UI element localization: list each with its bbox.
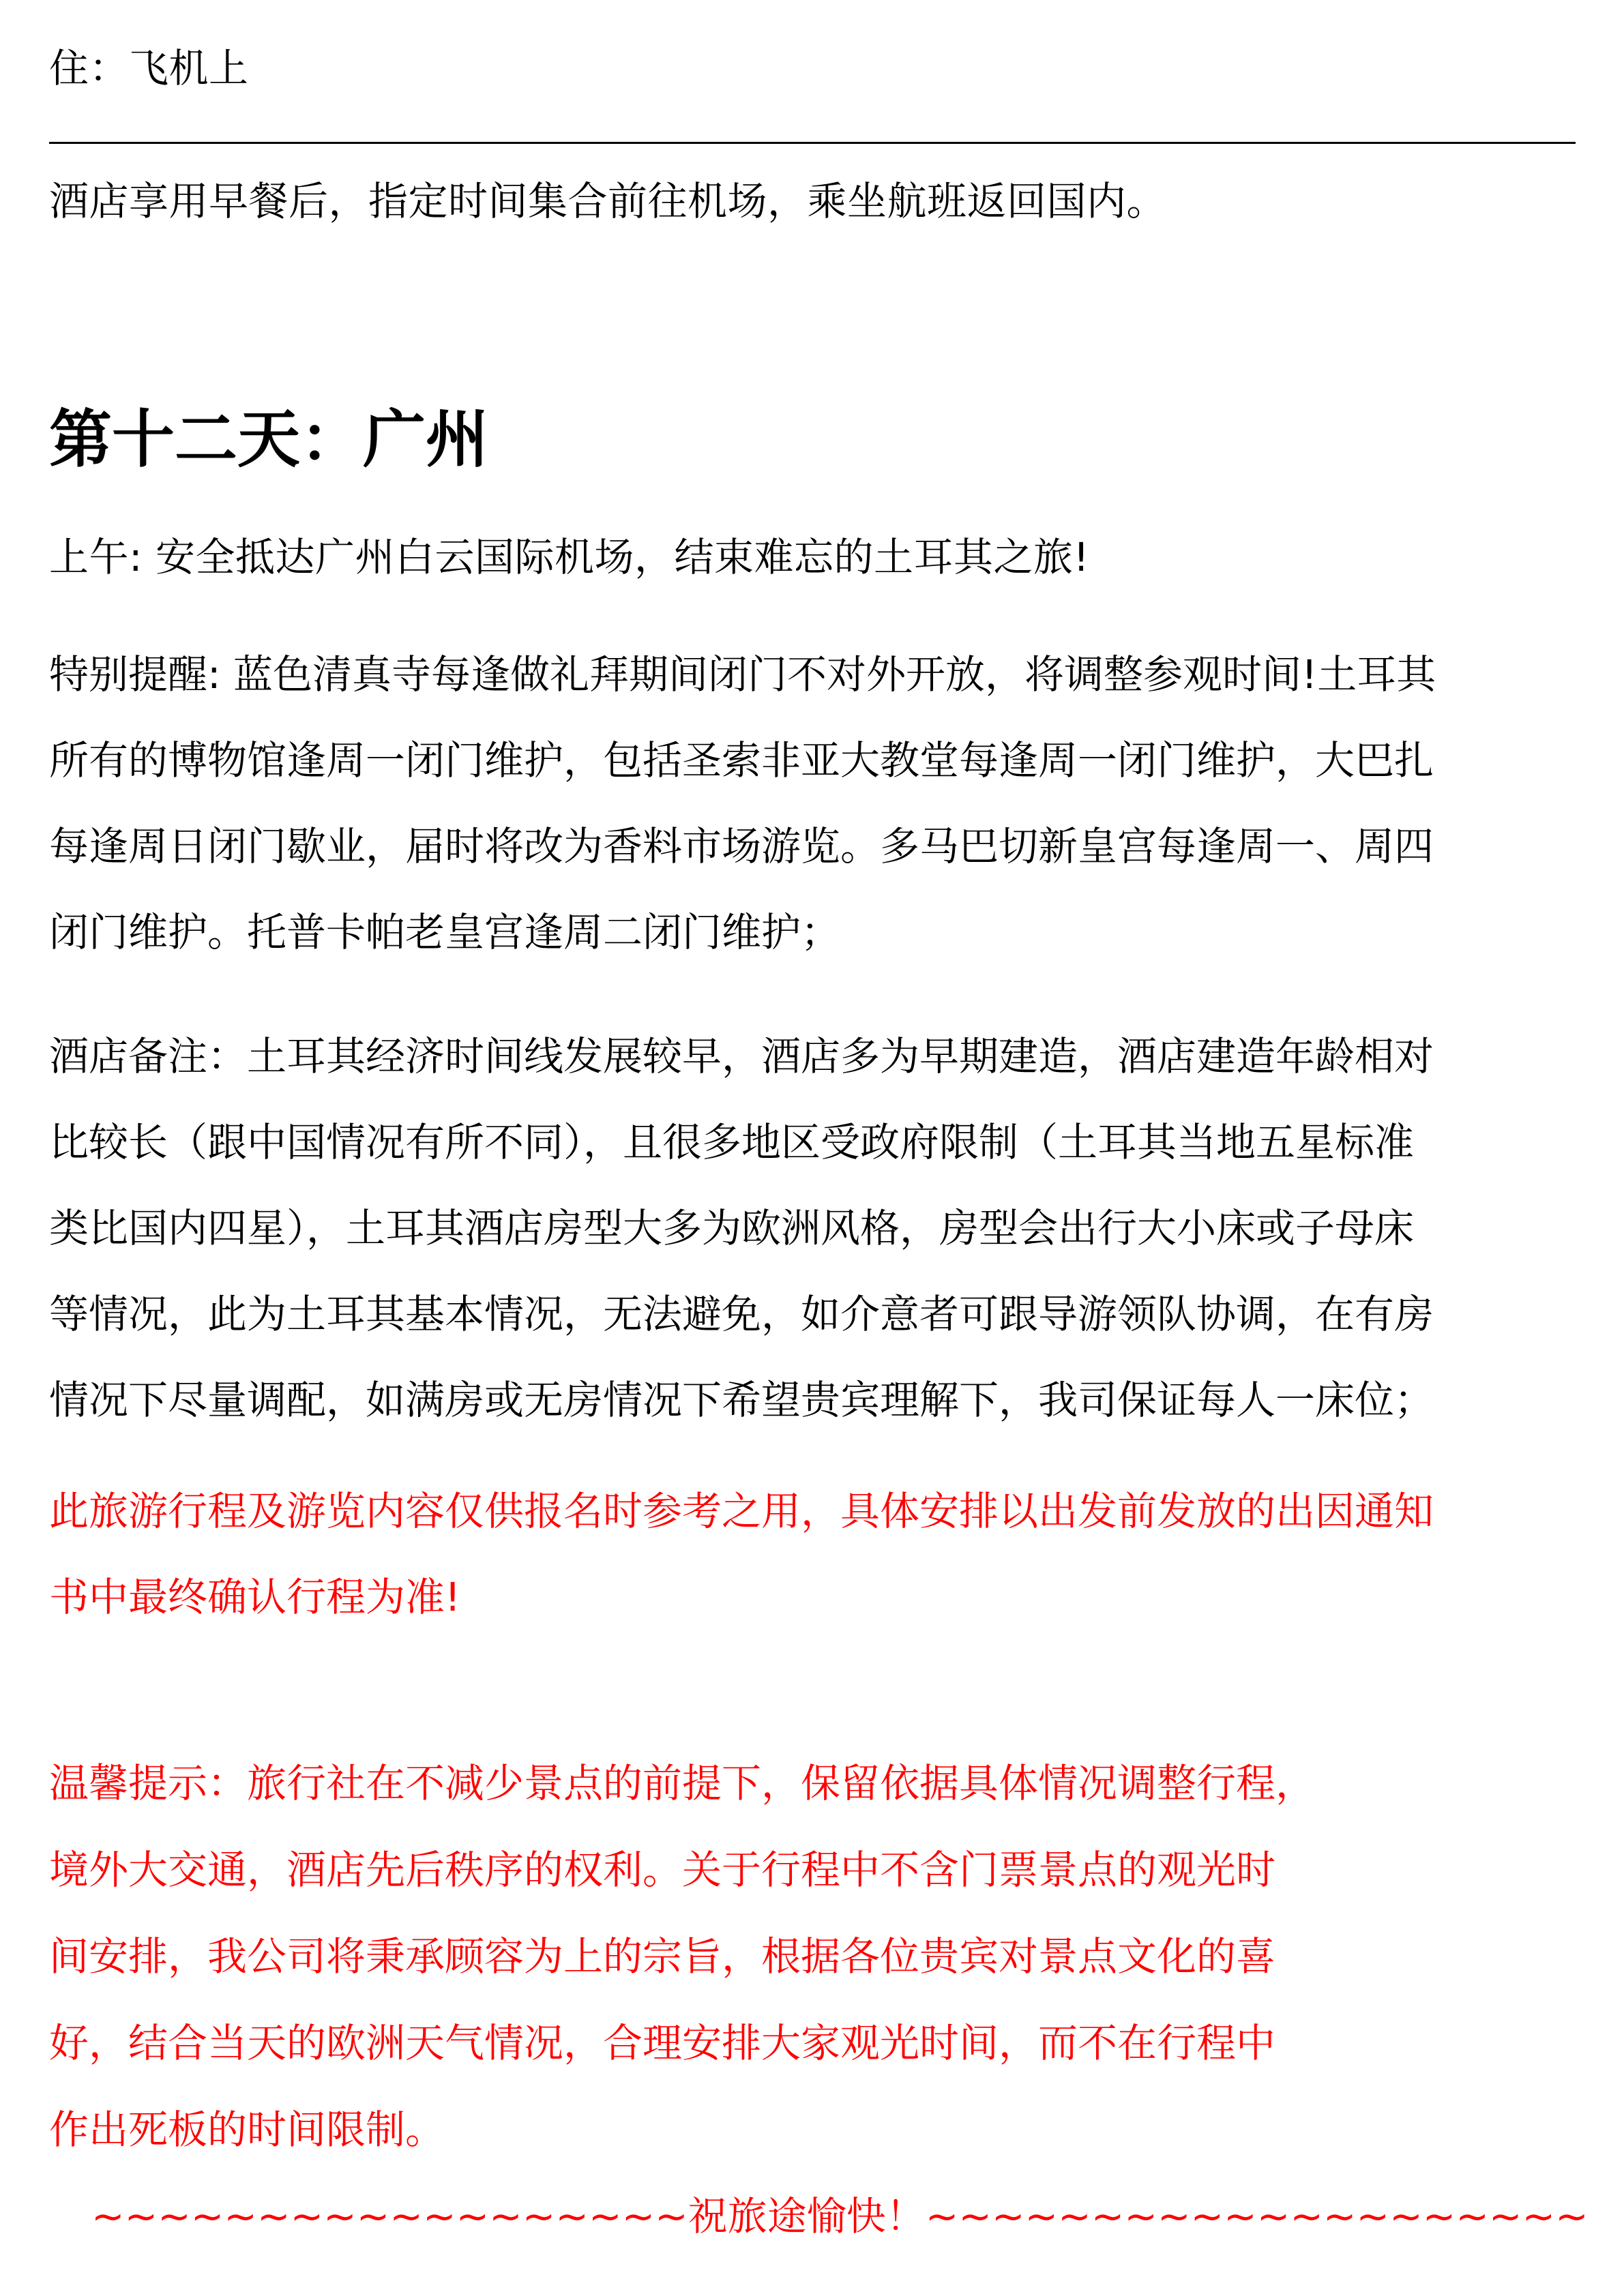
hotel-note-line: 情况下尽量调配，如满房或无房情况下希望贵宾理解下，我司保证每人一床位； [49,1377,1434,1423]
hotel-note-line: 类比国内四星），土耳其酒店房型大多为欧洲风格，房型会出行大小床或子母床 [49,1205,1415,1251]
warm-tips [49,1740,1576,2173]
hotel-note-line: 比较长（跟中国情况有所不同），且很多地区受政府限制（土耳其当地五星标准 [49,1119,1415,1165]
warm-tips-line: 好，结合当天的欧洲天气情况，合理安排大家观光时间，而不在行程中 [49,2020,1276,2066]
reminder-line: 每逢周日闭门歇业，届时将改为香料市场游览。多马巴切新皇宫每逢周一、周四 [49,823,1434,869]
day-title: 第十二天：广州 [49,403,489,476]
warm-tips-line: 温馨提示：旅行社在不减少景点的前提下，保留依据具体情况调整行程， [49,1760,1316,1806]
warm-tips-line: 作出死板的时间限制。 [49,2106,445,2153]
section-divider [49,142,1576,144]
reminder-line: 所有的博物馆逢周一闭门维护，包括圣索非亚大教堂每逢周一闭门维护，大巴扎 [49,737,1434,784]
warm-tips-line: 境外大交通，酒店先后秩序的权利。关于行程中不含门票景点的观光时 [49,1847,1276,1893]
morning-text: 上午: 安全抵达广州白云国际机场，结束难忘的土耳其之旅! [49,534,1090,580]
hotel-note-line: 等情况，此为土耳其基本情况，无法避免，如介意者可跟导游领队协调，在有房 [49,1291,1434,1337]
warm-tips-line: 间安排，我公司将秉承顾容为上的宗旨，根据各位贵宾对景点文化的喜 [49,1933,1276,1980]
accommodation-line: 住：飞机上 [49,45,249,91]
hotel-note-line: 酒店备注：土耳其经济时间线发展较早，酒店多为早期建造，酒店建造年龄相对 [49,1033,1434,1079]
reminder-line: 特别提醒: 蓝色清真寺每逢做礼拜期间闭门不对外开放，将调整参观时间!土耳其 [49,651,1436,698]
disclaimer [49,1468,1576,1640]
hotel-note [49,1013,1576,1443]
farewell-line: ~~~~~~~~~~~~~~~~~~祝旅途愉快！~~~~~~~~~~~~~~~~~~~~ [91,2193,1589,2239]
departure-text: 酒店享用早餐后，指定时间集合前往机场，乘坐航班返回国内。 [49,178,1167,224]
reminder-line: 闭门维护。托普卡帕老皇宫逢周二闭门维护； [49,909,841,955]
disclaimer-line: 此旅游行程及游览内容仅供报名时参考之用，具体安排以出发前发放的出因通知 [49,1488,1434,1534]
disclaimer-line: 书中最终确认行程为准! [49,1574,461,1620]
special-reminder [49,631,1576,975]
